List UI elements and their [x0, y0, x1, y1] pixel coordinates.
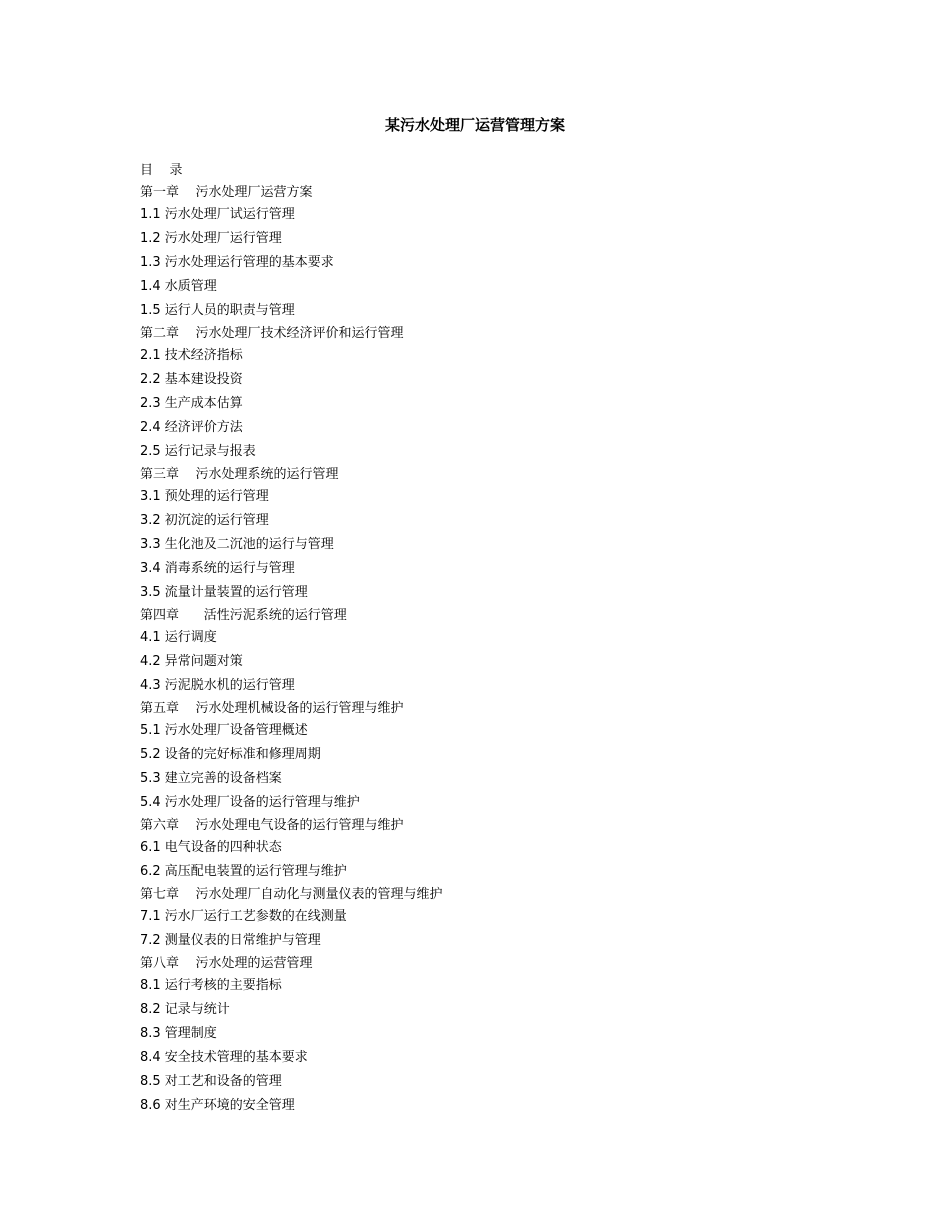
toc-section-entry: 3.3 生化池及二沉池的运行与管理 [140, 537, 334, 552]
toc-section-entry: 2.2 基本建设投资 [140, 372, 243, 387]
toc-section-entry: 5.3 建立完善的设备档案 [140, 771, 282, 786]
toc-chapter-entry: 第二章 污水处理厂技术经济评价和运行管理 [140, 326, 404, 341]
toc-chapter-entry: 第六章 污水处理电气设备的运行管理与维护 [140, 818, 404, 833]
toc-chapter-entry: 第五章 污水处理机械设备的运行管理与维护 [140, 701, 404, 716]
toc-section-entry: 3.4 消毒系统的运行与管理 [140, 561, 295, 576]
toc-chapter-entry: 第七章 污水处理厂自动化与测量仪表的管理与维护 [140, 887, 443, 902]
toc-list [140, 182, 840, 1118]
toc-chapter-entry: 第三章 污水处理系统的运行管理 [140, 467, 339, 482]
toc-section-entry: 6.2 高压配电装置的运行管理与维护 [140, 864, 347, 879]
toc-section-entry: 5.2 设备的完好标准和修理周期 [140, 747, 321, 762]
toc-section-entry: 2.5 运行记录与报表 [140, 444, 256, 459]
toc-section-entry: 2.4 经济评价方法 [140, 420, 243, 435]
toc-section-entry: 5.1 污水处理厂设备管理概述 [140, 723, 308, 738]
toc-section-entry: 1.3 污水处理运行管理的基本要求 [140, 255, 334, 270]
toc-chapter-entry: 第八章 污水处理的运营管理 [140, 956, 313, 971]
toc-heading: 目 录 [140, 163, 183, 178]
toc-section-entry: 8.6 对生产环境的安全管理 [140, 1098, 295, 1113]
toc-section-entry: 7.2 测量仪表的日常维护与管理 [140, 933, 321, 948]
toc-section-entry: 3.2 初沉淀的运行管理 [140, 513, 269, 528]
toc-chapter-entry: 第四章 活性污泥系统的运行管理 [140, 608, 347, 623]
toc-section-entry: 3.5 流量计量装置的运行管理 [140, 585, 308, 600]
toc-section-entry: 4.1 运行调度 [140, 630, 217, 645]
toc-section-entry: 1.1 污水处理厂试运行管理 [140, 207, 295, 222]
toc-section-entry: 7.1 污水厂运行工艺参数的在线测量 [140, 909, 347, 924]
toc-section-entry: 3.1 预处理的运行管理 [140, 489, 269, 504]
toc-section-entry: 2.3 生产成本估算 [140, 396, 243, 411]
toc-section-entry: 1.4 水质管理 [140, 279, 217, 294]
toc-section-entry: 8.4 安全技术管理的基本要求 [140, 1050, 308, 1065]
toc-section-entry: 8.3 管理制度 [140, 1026, 217, 1041]
toc-section-entry: 1.5 运行人员的职责与管理 [140, 303, 295, 318]
document-title: 某污水处理厂运营管理方案 [384, 116, 565, 134]
toc-section-entry: 1.2 污水处理厂运行管理 [140, 231, 282, 246]
toc-section-entry: 8.2 记录与统计 [140, 1002, 230, 1017]
toc-section-entry: 8.1 运行考核的主要指标 [140, 978, 282, 993]
toc-section-entry: 6.1 电气设备的四种状态 [140, 840, 282, 855]
toc-section-entry: 5.4 污水处理厂设备的运行管理与维护 [140, 795, 360, 810]
toc-section-entry: 2.1 技术经济指标 [140, 348, 243, 363]
toc-section-entry: 8.5 对工艺和设备的管理 [140, 1074, 282, 1089]
table-of-contents [140, 160, 840, 1118]
toc-section-entry: 4.2 异常问题对策 [140, 654, 243, 669]
toc-section-entry: 4.3 污泥脱水机的运行管理 [140, 678, 295, 693]
toc-chapter-entry: 第一章 污水处理厂运营方案 [140, 185, 313, 200]
